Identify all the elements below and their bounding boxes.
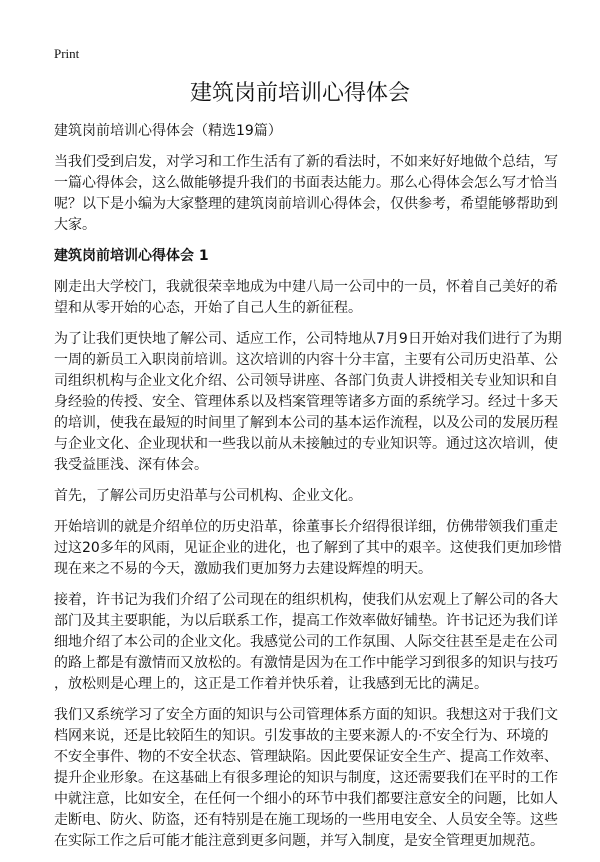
text-line: 过这20多年的风雨，见证企业的进化，也了解到了其中的艰辛。这使我们更加珍惜 — [54, 540, 562, 556]
body-paragraph — [54, 517, 562, 580]
paragraphs — [54, 277, 562, 852]
body-paragraph — [54, 590, 558, 695]
body-paragraph — [54, 705, 558, 852]
intro-paragraph — [54, 152, 558, 236]
body-paragraph — [54, 329, 562, 476]
text-line: 在实际工作之后可能才能注意到更多问题，并写入制度，是安全管理更加规范。 — [54, 833, 544, 849]
text-line: 首先，了解公司历史沿革与公司机构、企业文化。 — [54, 488, 362, 504]
print-link[interactable]: Print — [54, 46, 80, 61]
text-line: 刚走出大学校门，我就很荣幸地成为中建八局一公司中的一员，怀着自己美好的希 — [54, 279, 558, 295]
text-line: 司组织机构与企业文化介绍、公司领导讲座、各部门负责人讲授相关专业知识和自 — [54, 373, 558, 389]
text-line: 的路上都是有激情而又放松的。有激情是因为在工作中能学习到很多的知识与技巧 — [54, 655, 558, 671]
text-line: 走断电、防火、防盗，还有特别是在施工现场的一些用电安全、人员安全等。这些 — [54, 812, 558, 828]
section-heading: 建筑岗前培训心得体会 1 — [54, 248, 209, 264]
text-line: 身经验的传授、安全、管理体系以及档案管理等诸多方面的系统学习。经过十多天 — [54, 394, 558, 410]
text-line: 提升企业形象。在这基础上有很多理论的知识与制度，这还需要我们在平时的工作 — [54, 770, 558, 786]
text-line: 部门及其主要职能，为以后联系工作，提高工作效率做好铺垫。许书记还为我们详 — [54, 613, 558, 629]
text-line: 现在来之不易的今天，激励我们更加努力去建设辉煌的明天。 — [54, 561, 432, 577]
body-paragraph — [54, 486, 554, 507]
text-line: 不安全事件、物的不安全状态、管理缺陷。因此要保证安全生产、提高工作效率、 — [54, 749, 558, 765]
text-line: 望和从零开始的心态，开始了自己人生的新征程。 — [54, 300, 362, 316]
page-title: 建筑岗前培训心得体会 — [189, 81, 410, 106]
text-line: 一篇心得体会，这么做能够提升我们的书面表达能力。那么心得体会怎么写才恰当 — [54, 175, 558, 191]
text-line: 的培训，使我在最短的时间里了解到本公司的基本运作流程，以及公司的发展历程 — [54, 415, 558, 431]
text-line: 为了让我们更快地了解公司、适应工作，公司特地从7月9日开始对我们进行了为期 — [54, 331, 562, 347]
body-paragraph — [54, 277, 558, 319]
article-body — [54, 121, 562, 862]
text-line: 与企业文化、企业现状和一些我以前从未接触过的专业知识等。通过这次培训，使 — [54, 436, 558, 452]
text-line: 当我们受到启发，对学习和工作生活有了新的看法时，不如来好好地做个总结，写 — [54, 154, 558, 170]
text-line: 中就注意，比如安全，在任何一个细小的环节中我们都要注意安全的问题，比如人 — [54, 791, 558, 807]
text-line: 大家。 — [54, 217, 96, 233]
text-line: 档网来说，还是比较陌生的知识。引发事故的主要来源人的·不安全行为、环境的 — [54, 728, 549, 744]
text-line: 接着，许书记为我们介绍了公司现在的组织机构，使我们从宏观上了解公司的各大 — [54, 592, 558, 608]
text-line: 一周的新员工入职岗前培训。这次培训的内容十分丰富，主要有公司历史沿革、公 — [54, 352, 558, 368]
text-line: 我们又系统学习了安全方面的知识与公司管理体系方面的知识。我想这对于我们文 — [54, 707, 558, 723]
text-line: ，放松则是心理上的，这正是工作着并快乐着，让我感到无比的满足。 — [54, 676, 488, 692]
text-line: 我受益匪浅、深有体会。 — [54, 457, 208, 473]
subtitle: 建筑岗前培训心得体会（精选19篇） — [54, 123, 282, 139]
text-line: 开始培训的就是介绍单位的历史沿革，徐董事长介绍得很详细，仿佛带领我们重走 — [54, 519, 558, 535]
text-line: 呢？以下是小编为大家整理的建筑岗前培训心得体会，仅供参考，希望能够帮助到 — [54, 196, 558, 212]
text-line: 细地介绍了本公司的企业文化。我感觉公司的工作氛围、人际交往甚至是走在公司 — [54, 634, 558, 650]
